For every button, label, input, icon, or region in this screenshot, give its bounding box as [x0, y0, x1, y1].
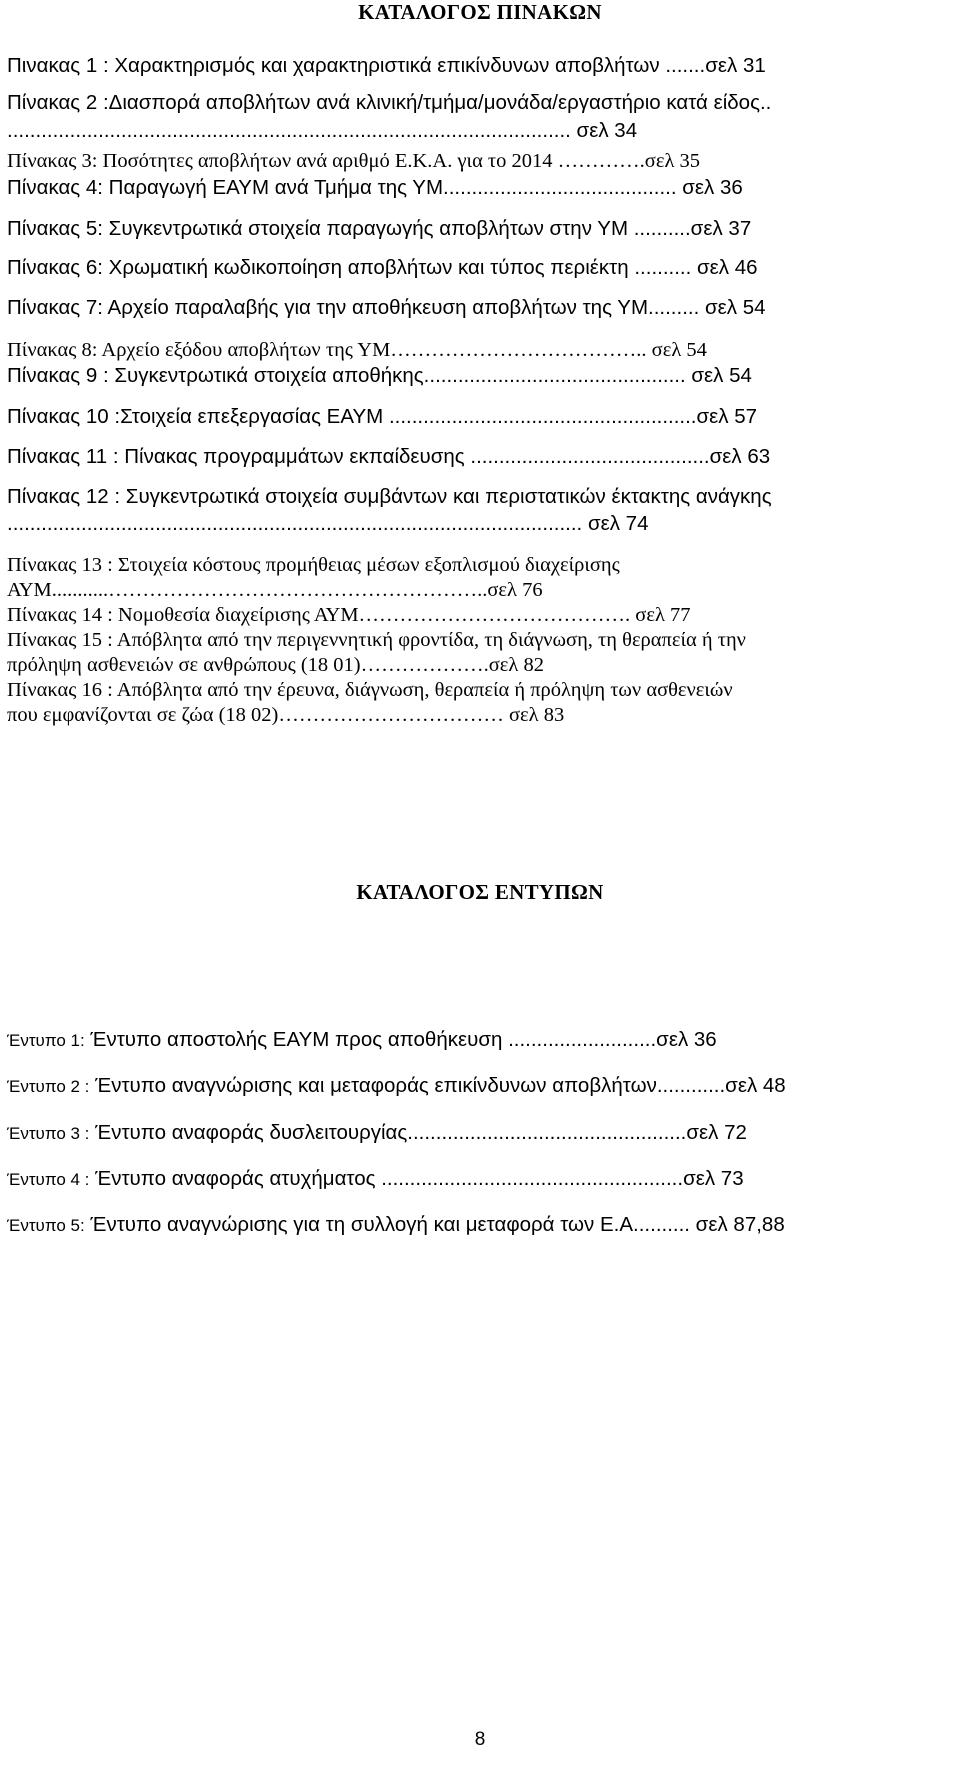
table-entry-5: Πίνακας 5: Συγκεντρωτικά στοιχεία παραγωγής αποβλήτων στην ΥΜ ..........σελ 37: [7, 217, 752, 240]
form-entry-text: Έντυπο αναγνώρισης και μεταφοράς επικίνδυνων αποβλήτων............σελ 48: [89, 1074, 786, 1097]
page-number: 8: [474, 1729, 486, 1750]
table-entry-11: Πίνακας 11 : Πίνακας προγραμμάτων εκπαίδευσης ..........................................σελ 63: [7, 445, 771, 468]
table-entry-14: Πίνακας 14 : Νομοθεσία διαχείρισης ΑΥΜ…………………………………. σελ 77: [7, 604, 691, 626]
form-entry-prefix: Έντυπο 5:: [7, 1216, 85, 1235]
forms-heading: ΚΑΤΑΛΟΓΟΣ ΕΝΤΥΠΩΝ: [356, 880, 604, 904]
table-entry-15: Πίνακας 15 : Απόβλητα από την περιγεννητική φροντίδα, τη διάγνωση, τη θεραπεία ή την: [7, 629, 746, 651]
table-entry-13-cont: ΑΥΜ...........………………………………………………..σελ 76: [7, 579, 543, 601]
form-entry-prefix: Έντυπο 4 :: [7, 1170, 90, 1189]
table-entry-1: Πινακας 1 : Χαρακτηρισμός και χαρακτηριστικά επικίνδυνων αποβλήτων .......σελ 31: [7, 54, 766, 77]
table-entry-16: Πίνακας 16 : Απόβλητα από την έρευνα, διάγνωση, θεραπεία ή πρόληψη των ασθενειών: [7, 679, 733, 701]
table-entry-16-cont: που εμφανίζονται σε ζώα (18 02)…………………………… σελ 83: [7, 704, 565, 726]
table-entry-4: Πίνακας 4: Παραγωγή ΕΑΥΜ ανά Τμήμα της ΥΜ......................................... σελ 36: [7, 176, 743, 199]
table-entry-7: Πίνακας 7: Αρχείο παραλαβής για την αποθήκευση αποβλήτων της ΥΜ......... σελ 54: [7, 296, 766, 319]
form-entry-prefix: Έντυπο 3 :: [7, 1124, 90, 1143]
table-entry-6: Πίνακας 6: Χρωματική κωδικοποίηση αποβλήτων και τύπος περιέκτη .......... σελ 46: [7, 256, 758, 279]
form-entry-prefix: Έντυπο 2 :: [7, 1077, 90, 1096]
table-entry-2-cont: ................................................................................................... σελ 34: [7, 119, 638, 142]
form-entry-text: Έντυπο αναγνώρισης για τη συλλογή και μεταφορά των Ε.Α.......... σελ 87,88: [84, 1213, 785, 1236]
table-entry-2: Πίνακας 2 :Διασπορά αποβλήτων ανά κλινική/τμήμα/μονάδα/εργαστήριο κατά είδος..: [7, 91, 772, 114]
table-entry-15-cont: πρόληψη ασθενειών σε ανθρώπους (18 01)……………….σελ 82: [7, 654, 544, 676]
form-entry-4: [7, 1166, 744, 1193]
table-entry-9: Πίνακας 9 : Συγκεντρωτικά στοιχεία αποθήκης.............................................. σελ 54: [7, 364, 752, 387]
table-entry-13: Πίνακας 13 : Στοιχεία κόστους προμήθειας μέσων εξοπλισμού διαχείρισης: [7, 554, 620, 576]
form-entry-5: [7, 1212, 785, 1239]
form-entry-3: [7, 1120, 747, 1147]
table-entry-12-cont: ..................................................................................................... σελ 74: [7, 512, 649, 535]
table-entry-10: Πίνακας 10 :Στοιχεία επεξεργασίας ΕΑΥΜ ......................................................σελ 57: [7, 405, 758, 428]
form-entry-text: Έντυπο αναφοράς ατυχήματος .....................................................σελ 73: [89, 1167, 744, 1190]
tables-heading: ΚΑΤΑΛΟΓΟΣ ΠΙΝΑΚΩΝ: [358, 0, 602, 24]
table-entry-12: Πίνακας 12 : Συγκεντρωτικά στοιχεία συμβάντων και περιστατικών έκτακτης ανάγκης: [7, 485, 772, 508]
table-entry-3: Πίνακας 3: Ποσότητες αποβλήτων ανά αριθμό Ε.Κ.Α. για το 2014 ………….σελ 35: [7, 150, 701, 172]
form-entry-1: [7, 1027, 717, 1054]
form-entry-prefix: Έντυπο 1:: [7, 1031, 85, 1050]
form-entry-2: [7, 1073, 786, 1100]
form-entry-text: Έντυπο αποστολής ΕΑΥΜ προς αποθήκευση ..........................σελ 36: [84, 1028, 717, 1051]
table-entry-8: Πίνακας 8: Αρχείο εξόδου αποβλήτων της ΥΜ……………………………….. σελ 54: [7, 339, 707, 361]
form-entry-text: Έντυπο αναφοράς δυσλειτουργίας.................................................σελ 72: [89, 1121, 747, 1144]
